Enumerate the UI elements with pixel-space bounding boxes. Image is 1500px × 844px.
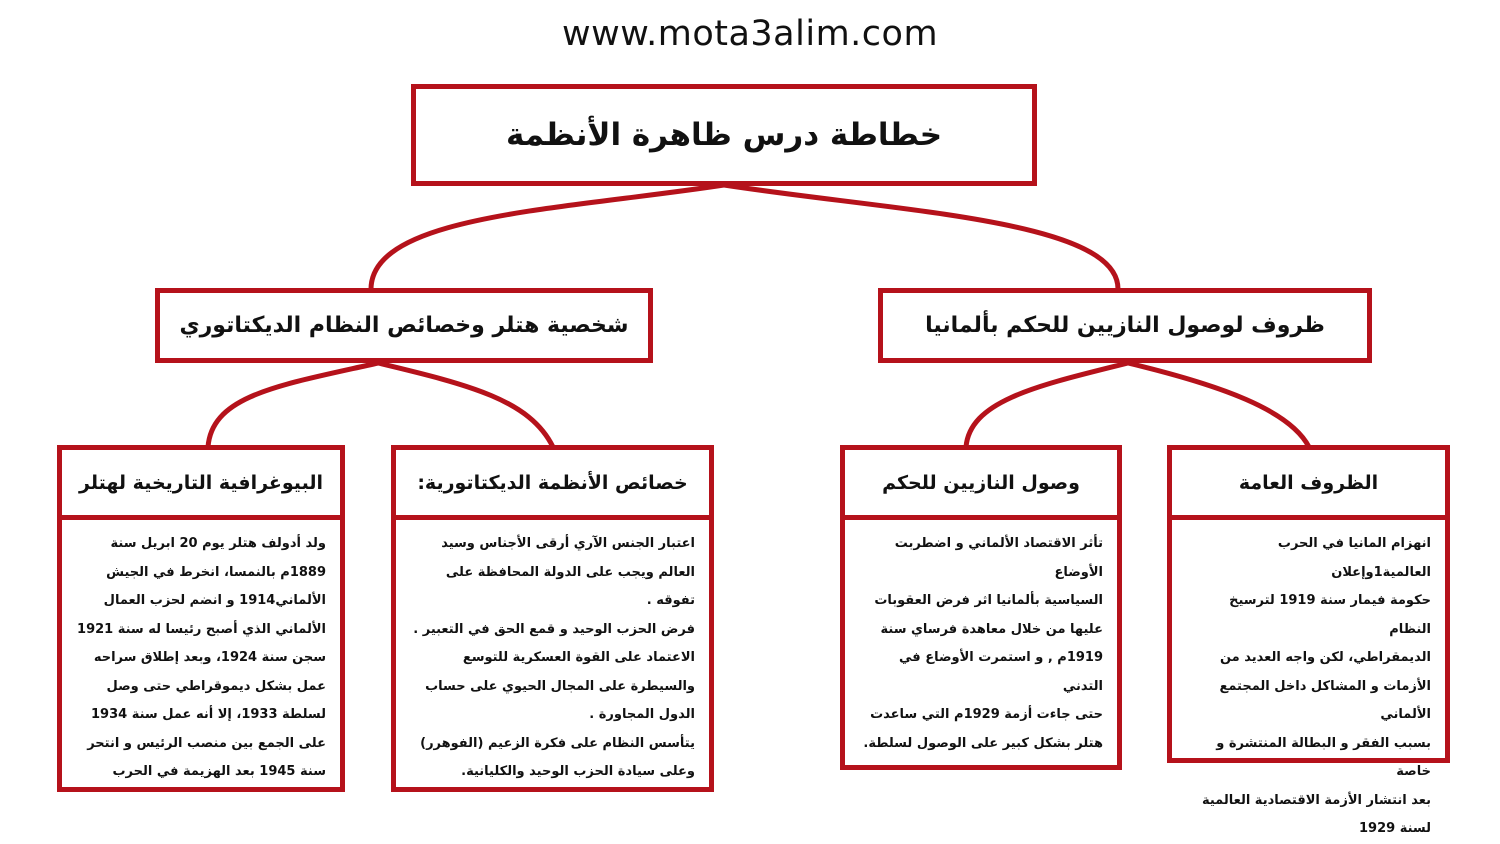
- branch-heading-hitler: شخصية هتلر وخصائص النظام الديكتاتوري: [155, 288, 653, 363]
- column-text: انهزام المانيا في الحرب العالمية1وإعلان حكومة فيمار سنة 1919 لترسيخ النظام الديمقراطي، لكن واجه العديد من الأزمات و المشاكل داخل المجتمع الألماني بسبب الفقر و البطالة المنتشرة و خاصة بعد انتشار الأزمة الاقتصادية العالمية لسنة 1929: [1201, 536, 1431, 836]
- column-heading: الظروف العامة: [1172, 450, 1445, 520]
- branch-heading-nazi-rise: ظروف لوصول النازيين للحكم بألمانيا: [878, 288, 1372, 363]
- connector-title-left: [371, 185, 724, 290]
- column-heading: وصول النازيين للحكم: [845, 450, 1117, 520]
- column-text: تأثر الاقتصاد الألماني و اضطربت الأوضاع السياسية بألمانيا اثر فرض العقوبات عليها من خلال معاهدة فرساي سنة 1919م , و استمرت الأوضاع في التدني حتى جاءت أزمة 1929م التي ساعدت هتلر بشكل كبير على الوصول لسلطة.: [863, 536, 1103, 751]
- connector-title-right: [724, 185, 1118, 290]
- column-hitler-biography: [57, 445, 345, 792]
- column-heading: خصائص الأنظمة الديكتاتورية:: [396, 450, 709, 520]
- column-heading: البيوغرافية التاريخية لهتلر: [62, 450, 340, 520]
- column-text: ولد أدولف هتلر يوم 20 ابريل سنة 1889م بالنمسا، انخرط في الجيش الألماني1914 و انضم لحزب العمال الألماني الذي أصبح رئيسا له سنة 1921 سجن سنة 1924، وبعد إطلاق سراحه عمل بشكل ديموقراطي حتى وصل لسلطة 1933، إلا أنه عمل سنة 1934 على الجمع بين منصب الرئيس و انتحر سنة 1945 بعد الهزيمة في الحرب: [77, 536, 326, 779]
- column-general-conditions: [1167, 445, 1450, 836]
- column-text: اعتبار الجنس الآري أرقى الأجناس وسيد العالم ويجب على الدولة المحافظة على تفوقه . فرض الحزب الوحيد و قمع الحق في التعبير . الاعتماد على القوة العسكرية للتوسع والسيطرة على المجال الحيوي على حساب الدول المجاورة . يتأسس النظام على فكرة الزعيم (الفوهرر) وعلى سيادة الحزب الوحيد والكليانية.: [413, 536, 695, 779]
- column-dictatorship-traits: [391, 445, 714, 792]
- site-url: www.mota3alim.com: [561, 14, 939, 54]
- diagram-title: خطاطة درس ظاهرة الأنظمة: [411, 84, 1037, 186]
- connector-left-a: [208, 363, 378, 447]
- connector-right-b: [1128, 363, 1309, 447]
- connector-left-b: [378, 363, 553, 447]
- connector-right-a: [966, 363, 1128, 447]
- column-nazis-reach-power: [840, 445, 1122, 770]
